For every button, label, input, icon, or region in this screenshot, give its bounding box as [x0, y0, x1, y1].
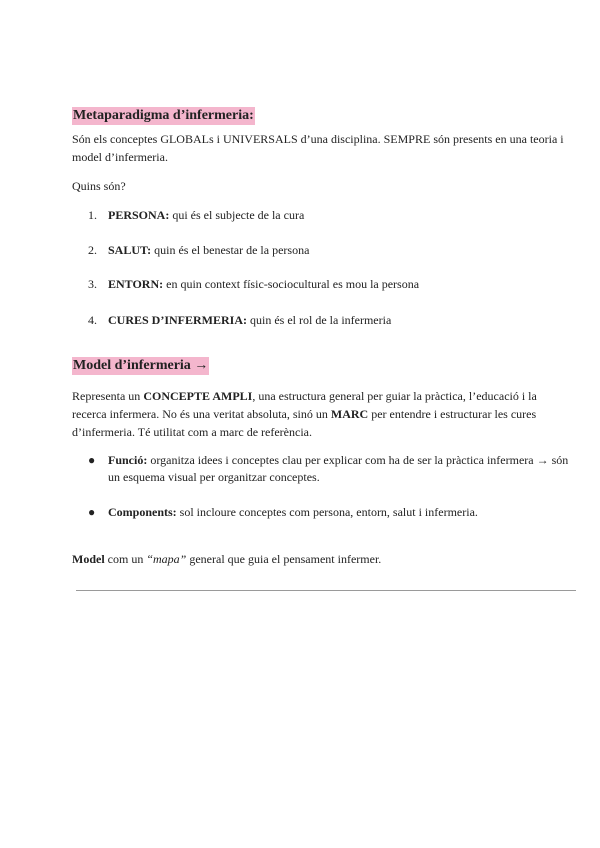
list-number: 1.	[88, 208, 97, 222]
list-term: ENTORN:	[108, 277, 164, 291]
intro-paragraph: Són els conceptes GLOBALs i UNIVERSALS d’una disciplina. SEMPRE són presents en una teoria i model d’infermeria.	[72, 132, 564, 164]
list-desc: en quin context físic-sociocultural es mou la persona	[163, 277, 420, 291]
list-item-salut	[88, 242, 309, 258]
bullet-term: Funció:	[108, 453, 148, 467]
text-run: com un	[104, 552, 147, 566]
bullet-icon: ●	[88, 453, 96, 467]
list-desc: quin és el benestar de la persona	[151, 243, 310, 257]
bullet-icon: ●	[88, 505, 96, 519]
list-item-entorn	[88, 276, 419, 292]
closing-paragraph	[72, 550, 572, 568]
text-run: Representa un	[72, 389, 144, 403]
bullet-term: Components:	[108, 505, 177, 519]
list-term: PERSONA:	[108, 208, 170, 222]
bold-term: MARC	[330, 407, 369, 421]
text-run: per entendre i estructurar les cures d’infermeria. Té utilitat com a marc de referència.	[72, 407, 537, 439]
section-heading-metaparadigma: Metaparadigma d’infermeria:	[73, 108, 254, 123]
section-heading-model: Model d’infermeria →	[73, 358, 209, 373]
model-paragraph	[72, 387, 572, 441]
bullet-item-funcio	[88, 452, 578, 486]
bold-term: CONCEPTE AMPLI	[143, 389, 253, 403]
list-term: SALUT:	[108, 243, 152, 257]
list-desc: qui és el subjecte de la cura	[169, 208, 305, 222]
horizontal-divider	[76, 590, 576, 591]
list-number: 3.	[88, 277, 97, 291]
list-item-persona	[88, 207, 304, 223]
italic-term: “mapa”	[146, 552, 187, 566]
list-desc: quin és el rol de la infermeria	[247, 313, 392, 327]
list-number: 2.	[88, 243, 97, 257]
bullet-item-components	[88, 504, 578, 521]
question-text: Quins són?	[72, 179, 126, 193]
list-number: 4.	[88, 313, 97, 327]
list-item-cures	[88, 312, 391, 328]
bullet-desc: organitza idees i conceptes clau per explicar com ha de ser la pràctica infermera → són un esquema visual per organitzar conceptes.	[108, 453, 569, 484]
bold-term: Model	[72, 552, 105, 566]
list-term: CURES D’INFERMERIA:	[108, 313, 248, 327]
text-run: , una estructura general per guiar la pràctica, l’educació i la recerca infermera. No és una veritat absoluta, sinó un	[72, 389, 537, 421]
bullet-desc: sol incloure conceptes com persona, entorn, salut i infermeria.	[176, 505, 478, 519]
text-run: general que guia el pensament infermer.	[186, 552, 382, 566]
